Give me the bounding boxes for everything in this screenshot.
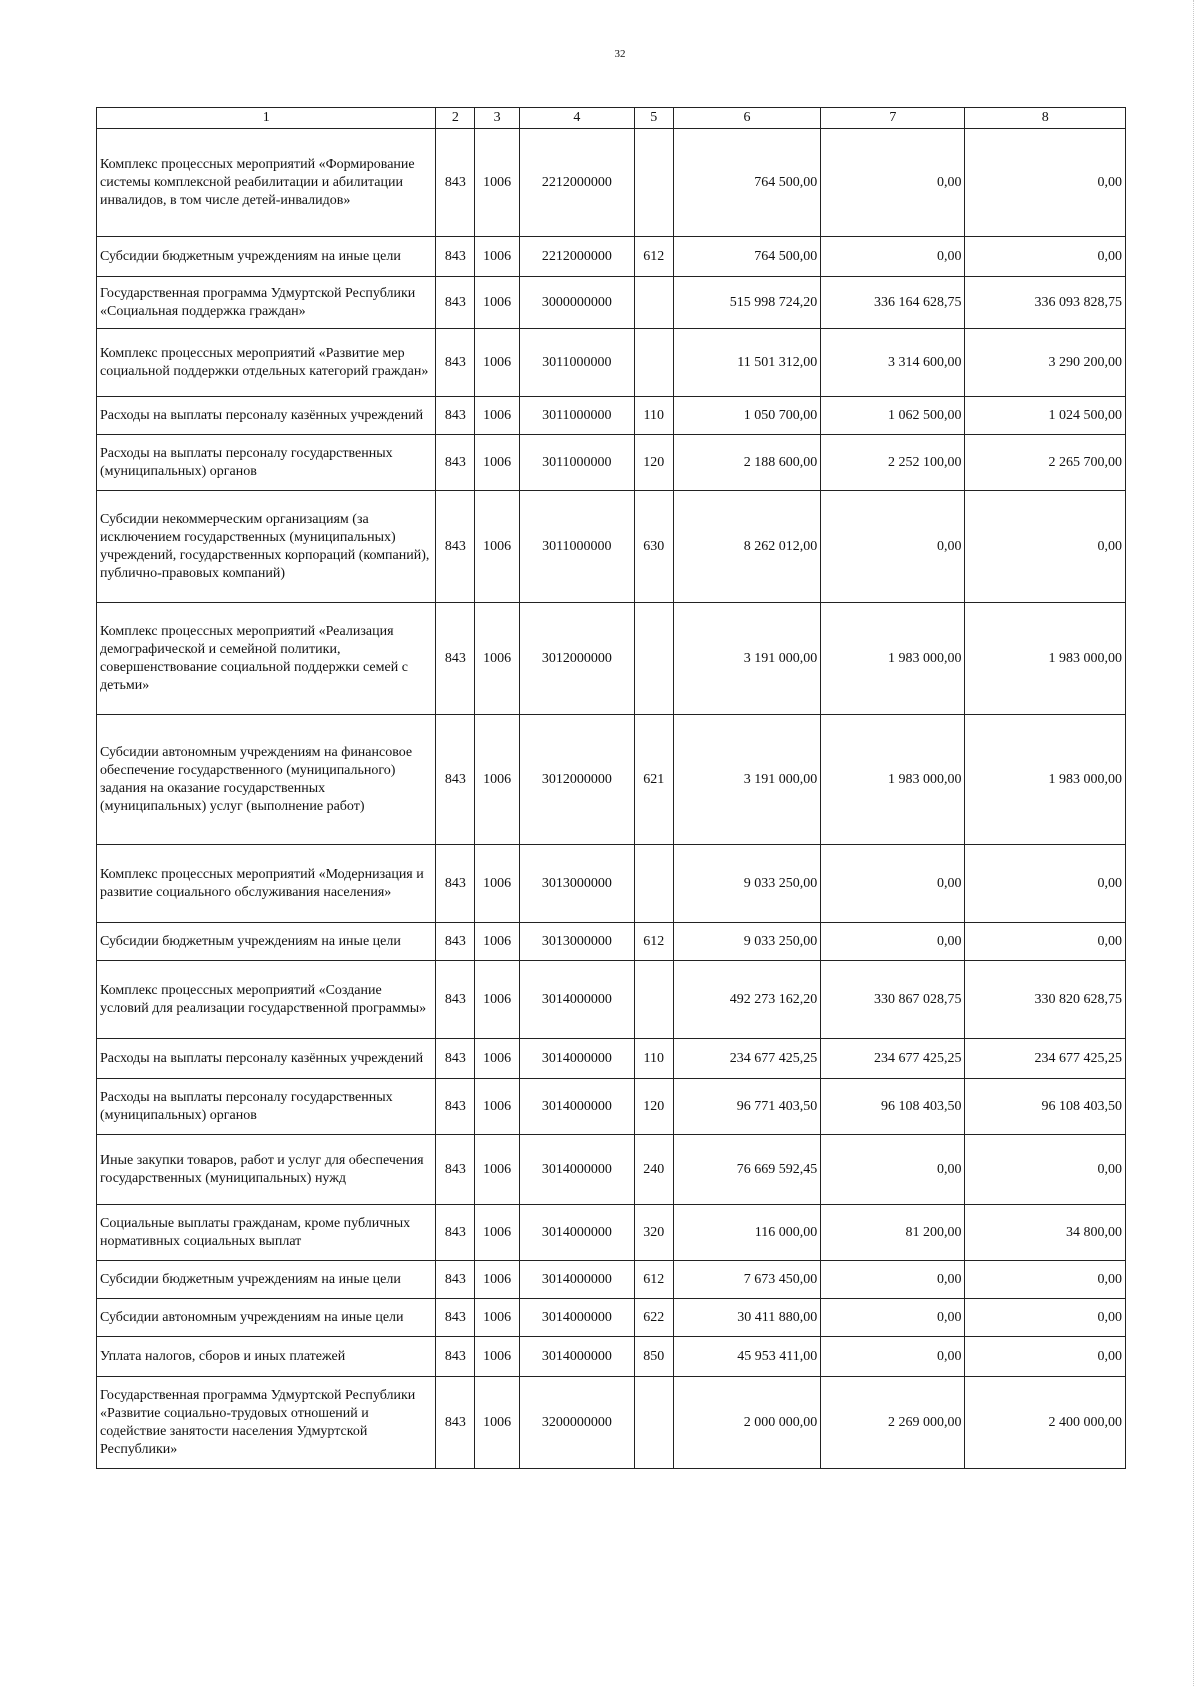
code-5-cell: 612 xyxy=(634,923,673,961)
amount-6-cell: 45 953 411,00 xyxy=(673,1337,820,1377)
code-3-cell: 1006 xyxy=(475,1079,519,1135)
amount-6-cell: 76 669 592,45 xyxy=(673,1135,820,1205)
table-row xyxy=(97,491,1126,603)
row-name-cell: Расходы на выплаты персоналу государственных (муниципальных) органов xyxy=(97,1079,436,1135)
code-2-cell: 843 xyxy=(436,237,475,277)
code-2-cell: 843 xyxy=(436,1299,475,1337)
amount-7-cell: 234 677 425,25 xyxy=(821,1039,965,1079)
amount-6-cell: 3 191 000,00 xyxy=(673,715,820,845)
row-name-cell: Расходы на выплаты персоналу государственных (муниципальных) органов xyxy=(97,435,436,491)
row-name-cell: Комплекс процессных мероприятий «Формирование системы комплексной реабилитации и абилитации инвалидов, в том числе детей-инвалидов» xyxy=(97,129,436,237)
amount-8-cell: 2 265 700,00 xyxy=(965,435,1126,491)
code-3-cell: 1006 xyxy=(475,1205,519,1261)
code-5-cell: 630 xyxy=(634,491,673,603)
code-2-cell: 843 xyxy=(436,1261,475,1299)
code-2-cell: 843 xyxy=(436,1079,475,1135)
row-name-cell: Расходы на выплаты персоналу казённых учреждений xyxy=(97,1039,436,1079)
amount-8-cell: 234 677 425,25 xyxy=(965,1039,1126,1079)
code-4-cell: 3014000000 xyxy=(519,1039,634,1079)
amount-7-cell: 0,00 xyxy=(821,491,965,603)
amount-7-cell: 2 269 000,00 xyxy=(821,1377,965,1469)
amount-7-cell: 0,00 xyxy=(821,923,965,961)
code-2-cell: 843 xyxy=(436,1205,475,1261)
amount-6-cell: 2 188 600,00 xyxy=(673,435,820,491)
code-4-cell: 3014000000 xyxy=(519,1079,634,1135)
row-name-cell: Комплекс процессных мероприятий «Развитие мер социальной поддержки отдельных категорий граждан» xyxy=(97,329,436,397)
row-name-cell: Расходы на выплаты персоналу казённых учреждений xyxy=(97,397,436,435)
code-2-cell: 843 xyxy=(436,715,475,845)
table-row xyxy=(97,845,1126,923)
table-row xyxy=(97,961,1126,1039)
code-4-cell: 3014000000 xyxy=(519,1299,634,1337)
code-4-cell: 3200000000 xyxy=(519,1377,634,1469)
table-row xyxy=(97,1337,1126,1377)
code-3-cell: 1006 xyxy=(475,715,519,845)
code-5-cell: 320 xyxy=(634,1205,673,1261)
amount-8-cell: 0,00 xyxy=(965,1261,1126,1299)
code-2-cell: 843 xyxy=(436,397,475,435)
amount-7-cell: 81 200,00 xyxy=(821,1205,965,1261)
code-3-cell: 1006 xyxy=(475,603,519,715)
code-4-cell: 3012000000 xyxy=(519,715,634,845)
code-3-cell: 1006 xyxy=(475,1299,519,1337)
column-header: 7 xyxy=(821,108,965,129)
code-2-cell: 843 xyxy=(436,961,475,1039)
amount-7-cell: 2 252 100,00 xyxy=(821,435,965,491)
column-header: 8 xyxy=(965,108,1126,129)
code-4-cell: 3000000000 xyxy=(519,277,634,329)
table-row xyxy=(97,1135,1126,1205)
code-2-cell: 843 xyxy=(436,1337,475,1377)
amount-8-cell: 0,00 xyxy=(965,491,1126,603)
code-4-cell: 3011000000 xyxy=(519,491,634,603)
code-5-cell xyxy=(634,277,673,329)
column-header: 3 xyxy=(475,108,519,129)
amount-6-cell: 492 273 162,20 xyxy=(673,961,820,1039)
amount-6-cell: 764 500,00 xyxy=(673,129,820,237)
amount-6-cell: 11 501 312,00 xyxy=(673,329,820,397)
code-5-cell: 621 xyxy=(634,715,673,845)
amount-8-cell: 34 800,00 xyxy=(965,1205,1126,1261)
table-header-row xyxy=(97,108,1126,129)
amount-7-cell: 96 108 403,50 xyxy=(821,1079,965,1135)
amount-8-cell: 0,00 xyxy=(965,1299,1126,1337)
code-2-cell: 843 xyxy=(436,277,475,329)
code-2-cell: 843 xyxy=(436,435,475,491)
amount-6-cell: 234 677 425,25 xyxy=(673,1039,820,1079)
row-name-cell: Комплекс процессных мероприятий «Создание условий для реализации государственной программы» xyxy=(97,961,436,1039)
code-5-cell: 120 xyxy=(634,1079,673,1135)
row-name-cell: Субсидии автономным учреждениям на иные цели xyxy=(97,1299,436,1337)
code-5-cell: 612 xyxy=(634,1261,673,1299)
code-2-cell: 843 xyxy=(436,329,475,397)
table-row xyxy=(97,277,1126,329)
table-row xyxy=(97,923,1126,961)
code-5-cell: 850 xyxy=(634,1337,673,1377)
code-4-cell: 3011000000 xyxy=(519,397,634,435)
table-row xyxy=(97,1039,1126,1079)
code-5-cell xyxy=(634,603,673,715)
code-5-cell xyxy=(634,329,673,397)
amount-7-cell: 3 314 600,00 xyxy=(821,329,965,397)
amount-8-cell: 1 024 500,00 xyxy=(965,397,1126,435)
amount-7-cell: 0,00 xyxy=(821,1261,965,1299)
amount-8-cell: 2 400 000,00 xyxy=(965,1377,1126,1469)
table-row xyxy=(97,1377,1126,1469)
table-row xyxy=(97,1261,1126,1299)
code-3-cell: 1006 xyxy=(475,1135,519,1205)
table-row xyxy=(97,435,1126,491)
code-5-cell: 240 xyxy=(634,1135,673,1205)
column-header: 5 xyxy=(634,108,673,129)
amount-6-cell: 96 771 403,50 xyxy=(673,1079,820,1135)
table-row xyxy=(97,1299,1126,1337)
code-5-cell xyxy=(634,961,673,1039)
amount-7-cell: 0,00 xyxy=(821,1135,965,1205)
code-4-cell: 3014000000 xyxy=(519,1261,634,1299)
row-name-cell: Государственная программа Удмуртской Республики «Социальная поддержка граждан» xyxy=(97,277,436,329)
table-row xyxy=(97,329,1126,397)
code-2-cell: 843 xyxy=(436,1135,475,1205)
amount-6-cell: 1 050 700,00 xyxy=(673,397,820,435)
amount-7-cell: 0,00 xyxy=(821,129,965,237)
scan-edge-artifact xyxy=(1192,0,1194,1686)
code-3-cell: 1006 xyxy=(475,237,519,277)
code-3-cell: 1006 xyxy=(475,329,519,397)
code-3-cell: 1006 xyxy=(475,961,519,1039)
amount-6-cell: 515 998 724,20 xyxy=(673,277,820,329)
table-row xyxy=(97,1079,1126,1135)
column-header: 1 xyxy=(97,108,436,129)
table-row xyxy=(97,129,1126,237)
amount-7-cell: 0,00 xyxy=(821,1337,965,1377)
amount-8-cell: 1 983 000,00 xyxy=(965,715,1126,845)
table-row xyxy=(97,397,1126,435)
amount-6-cell: 764 500,00 xyxy=(673,237,820,277)
table-row xyxy=(97,603,1126,715)
code-4-cell: 3014000000 xyxy=(519,1337,634,1377)
code-5-cell: 622 xyxy=(634,1299,673,1337)
code-3-cell: 1006 xyxy=(475,1377,519,1469)
code-4-cell: 2212000000 xyxy=(519,237,634,277)
amount-8-cell: 0,00 xyxy=(965,237,1126,277)
code-3-cell: 1006 xyxy=(475,1337,519,1377)
amount-8-cell: 0,00 xyxy=(965,129,1126,237)
page-number: 32 xyxy=(614,48,626,60)
code-3-cell: 1006 xyxy=(475,1261,519,1299)
amount-6-cell: 9 033 250,00 xyxy=(673,845,820,923)
amount-8-cell: 336 093 828,75 xyxy=(965,277,1126,329)
amount-8-cell: 0,00 xyxy=(965,845,1126,923)
code-2-cell: 843 xyxy=(436,845,475,923)
amount-8-cell: 0,00 xyxy=(965,923,1126,961)
code-3-cell: 1006 xyxy=(475,277,519,329)
amount-7-cell: 336 164 628,75 xyxy=(821,277,965,329)
amount-7-cell: 0,00 xyxy=(821,237,965,277)
code-4-cell: 2212000000 xyxy=(519,129,634,237)
code-2-cell: 843 xyxy=(436,129,475,237)
amount-8-cell: 1 983 000,00 xyxy=(965,603,1126,715)
code-5-cell: 110 xyxy=(634,1039,673,1079)
amount-8-cell: 0,00 xyxy=(965,1337,1126,1377)
amount-7-cell: 0,00 xyxy=(821,1299,965,1337)
code-5-cell: 110 xyxy=(634,397,673,435)
code-2-cell: 843 xyxy=(436,491,475,603)
row-name-cell: Уплата налогов, сборов и иных платежей xyxy=(97,1337,436,1377)
amount-8-cell: 330 820 628,75 xyxy=(965,961,1126,1039)
code-4-cell: 3013000000 xyxy=(519,845,634,923)
row-name-cell: Иные закупки товаров, работ и услуг для обеспечения государственных (муниципальных) нужд xyxy=(97,1135,436,1205)
code-5-cell: 120 xyxy=(634,435,673,491)
code-3-cell: 1006 xyxy=(475,845,519,923)
amount-8-cell: 96 108 403,50 xyxy=(965,1079,1126,1135)
column-header: 2 xyxy=(436,108,475,129)
code-3-cell: 1006 xyxy=(475,435,519,491)
amount-6-cell: 7 673 450,00 xyxy=(673,1261,820,1299)
amount-6-cell: 116 000,00 xyxy=(673,1205,820,1261)
amount-7-cell: 0,00 xyxy=(821,845,965,923)
code-4-cell: 3011000000 xyxy=(519,435,634,491)
code-4-cell: 3013000000 xyxy=(519,923,634,961)
table-row xyxy=(97,715,1126,845)
table-row xyxy=(97,237,1126,277)
code-5-cell xyxy=(634,845,673,923)
row-name-cell: Комплекс процессных мероприятий «Реализация демографической и семейной политики, совершенствование социальной поддержки семей с детьми» xyxy=(97,603,436,715)
row-name-cell: Субсидии бюджетным учреждениям на иные цели xyxy=(97,1261,436,1299)
code-4-cell: 3014000000 xyxy=(519,1205,634,1261)
code-3-cell: 1006 xyxy=(475,397,519,435)
code-4-cell: 3014000000 xyxy=(519,961,634,1039)
code-2-cell: 843 xyxy=(436,923,475,961)
code-4-cell: 3014000000 xyxy=(519,1135,634,1205)
amount-7-cell: 1 062 500,00 xyxy=(821,397,965,435)
row-name-cell: Субсидии бюджетным учреждениям на иные цели xyxy=(97,923,436,961)
code-4-cell: 3011000000 xyxy=(519,329,634,397)
amount-7-cell: 1 983 000,00 xyxy=(821,715,965,845)
row-name-cell: Субсидии автономным учреждениям на финансовое обеспечение государственного (муниципального) задания на оказание государственных (муниципальных) услуг (выполнение работ) xyxy=(97,715,436,845)
code-2-cell: 843 xyxy=(436,1377,475,1469)
code-3-cell: 1006 xyxy=(475,923,519,961)
row-name-cell: Комплекс процессных мероприятий «Модернизация и развитие социального обслуживания населения» xyxy=(97,845,436,923)
amount-7-cell: 1 983 000,00 xyxy=(821,603,965,715)
column-header: 6 xyxy=(673,108,820,129)
amount-8-cell: 0,00 xyxy=(965,1135,1126,1205)
row-name-cell: Социальные выплаты гражданам, кроме публичных нормативных социальных выплат xyxy=(97,1205,436,1261)
amount-6-cell: 2 000 000,00 xyxy=(673,1377,820,1469)
row-name-cell: Государственная программа Удмуртской Республики «Развитие социально-трудовых отношений и содействие занятости населения Удмуртской Республики» xyxy=(97,1377,436,1469)
amount-6-cell: 30 411 880,00 xyxy=(673,1299,820,1337)
table-row xyxy=(97,1205,1126,1261)
code-2-cell: 843 xyxy=(436,1039,475,1079)
amount-7-cell: 330 867 028,75 xyxy=(821,961,965,1039)
code-3-cell: 1006 xyxy=(475,129,519,237)
row-name-cell: Субсидии некоммерческим организациям (за исключением государственных (муниципальных) учреждений, государственных корпораций (компаний), публично-правовых компаний) xyxy=(97,491,436,603)
code-5-cell xyxy=(634,1377,673,1469)
row-name-cell: Субсидии бюджетным учреждениям на иные цели xyxy=(97,237,436,277)
code-5-cell: 612 xyxy=(634,237,673,277)
code-2-cell: 843 xyxy=(436,603,475,715)
code-5-cell xyxy=(634,129,673,237)
amount-6-cell: 8 262 012,00 xyxy=(673,491,820,603)
budget-table xyxy=(96,107,1126,1469)
amount-8-cell: 3 290 200,00 xyxy=(965,329,1126,397)
code-4-cell: 3012000000 xyxy=(519,603,634,715)
amount-6-cell: 3 191 000,00 xyxy=(673,603,820,715)
code-3-cell: 1006 xyxy=(475,1039,519,1079)
column-header: 4 xyxy=(519,108,634,129)
code-3-cell: 1006 xyxy=(475,491,519,603)
amount-6-cell: 9 033 250,00 xyxy=(673,923,820,961)
